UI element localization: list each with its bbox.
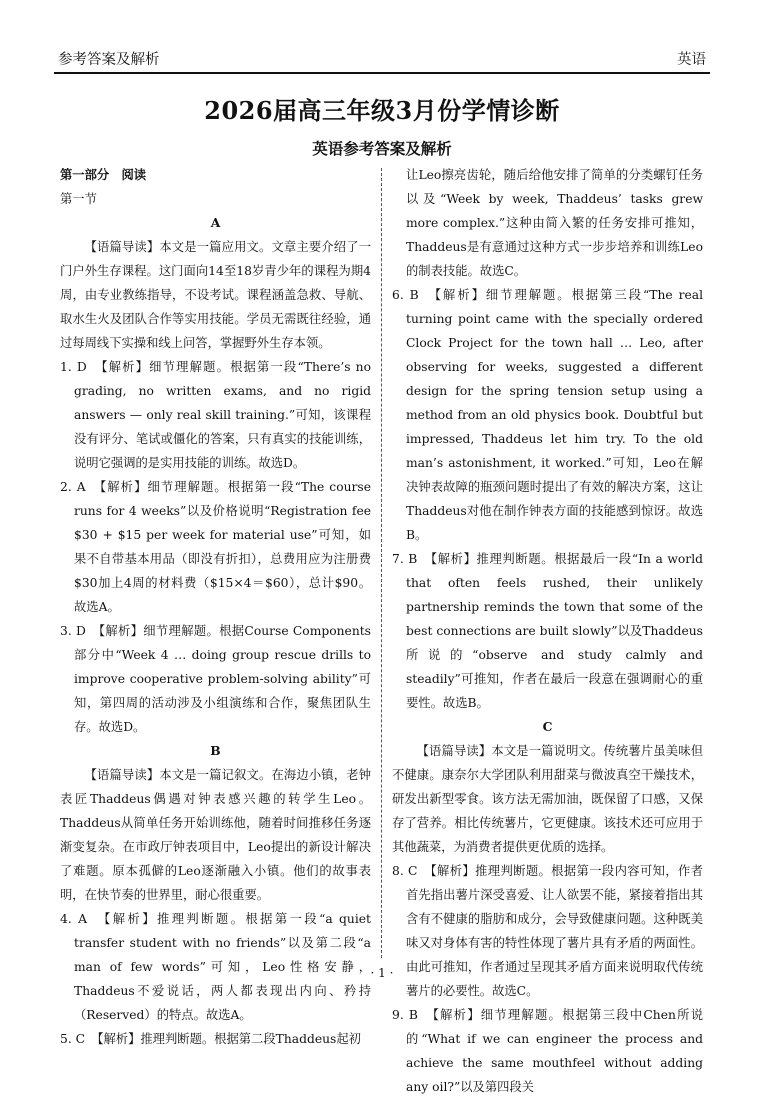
right-column: [392, 163, 703, 1099]
answer-item: 9. B 【解析】细节理解题。根据第三段中Chen所说的“What if we can engineer the process and achieve the same mouthfeel without adding any oil?”以及第四段关: [392, 1008, 703, 1094]
answer-item: 3. D 【解析】细节理解题。根据Course Components部分中“Week 4 … doing group rescue drills to improve cooperative problem-solving ability”可知，第四周的活动涉及小组演练和合作，聚焦团队生存。故选D。: [60, 624, 371, 734]
header-subject: 英语: [677, 52, 706, 68]
paragraph: 让Leo擦亮齿轮，随后给他安排了简单的分类螺钉任务以及“Week by week, Thaddeus’ tasks grew more complex.”这种由简入繁的任务安排可推知，Thaddeus是有意通过这种方式一步步培养和训练Leo的制表技能。故选C。: [406, 168, 703, 278]
answer-item: 1. D 【解析】细节理解题。根据第一段“There’s no grading, no written exams, and no rigid answers — only real skill training.”可知，该课程没有评分、笔试或僵化的答案，只有真实的技能训练，说明它强调的是实用技能的训练。故选D。: [60, 360, 371, 470]
page-header: [54, 44, 710, 74]
paragraph: 第一部分 阅读: [60, 167, 147, 182]
answer-item: 5. C 【解析】推理判断题。根据第二段Thaddeus起初: [60, 1032, 361, 1046]
answer-item: 7. B 【解析】推理判断题。根据最后一段“In a world that often feels rushed, their unlikely partnership reminds the town that some of the best connections are built slowly”以及Thaddeus所说的“observe and study calmly and steadily”可推知，作者在最后一段意在强调耐心的重要性。故选B。: [392, 552, 703, 710]
page-subtitle: 英语参考答案及解析: [312, 139, 452, 158]
section-heading: B: [210, 743, 221, 758]
answer-item: 8. C 【解析】推理判断题。根据第一段内容可知，作者首先指出薯片深受喜爱、让人欲罢不能，紧接着指出其含有不健康的脂肪和成分，会导致健康问题。这种既美味又对身体有害的特性体现了薯片具有矛盾的两面性。由此可推知，作者通过呈现其矛盾方面来说明取代传统薯片的必要性。故选C。: [392, 864, 703, 998]
section-heading: C: [542, 719, 553, 734]
answer-item: 6. B 【解析】细节理解题。根据第三段“The real turning point came with the specially ordered Clock Project for the town hall … Leo, after observing for weeks, suggested a different design for the spring tension setup using a method from an old physics book. Doubtful but impressed, Thaddeus let him try. To the old man’s astonishment, it worked.”可知，Leo在解决钟表故障的瓶颈问题时提出了有效的解决方案，这让Thaddeus对他在制作钟表方面的技能感到惊讶。故选B。: [392, 288, 703, 542]
header-left-text: 参考答案及解析: [58, 52, 160, 68]
section-heading: A: [210, 215, 221, 230]
paragraph: 【语篇导读】本文是一篇应用文。文章主要介绍了一门户外生存课程。这门面向14至18岁青少年的课程为期4周，由专业教练指导，不设考试。课程涵盖急救、导航、取水生火及团队合作等实用技能。学员无需既往经验，通过每周线下实操和线上问答，掌握野外生存本领。: [60, 240, 371, 350]
paragraph: 【语篇导读】本文是一篇说明文。传统薯片虽美味但不健康。康奈尔大学团队利用甜菜与微波真空干燥技术，研发出新型零食。该方法无需加油，既保留了口感，又保存了营养。相比传统薯片，它更健康。该技术还可应用于其他蔬菜，为消费者提供更优质的选择。: [392, 744, 703, 854]
left-column: [60, 163, 371, 1051]
page-title: 2026届高三年级3月份学情诊断: [204, 96, 560, 125]
answer-item: 4. A 【解析】推理判断题。根据第一段“a quiet transfer student with no friends”以及第二段“a man of few words”可知，Leo性格安静，Thaddeus不爱说话，两人都表现出内向、矜持（Reserved）的特点。故选A。: [60, 912, 371, 1022]
answer-item: 2. A 【解析】细节理解题。根据第一段“The course runs for 4 weeks”以及价格说明“Registration fee $30 + $15 per week for material use”可知，如果不自带基本用品（即没有折扣），总费用应为注册费$30加上4周的材料费（$15×4＝$60），总计$90。故选A。: [60, 480, 371, 614]
page-number: · 1 ·: [370, 966, 394, 980]
column-divider: [381, 168, 382, 958]
paragraph: 【语篇导读】本文是一篇记叙文。在海边小镇，老钟表匠Thaddeus偶遇对钟表感兴趣的转学生Leo。Thaddeus从简单任务开始训练他，随着时间推移任务逐渐变复杂。在市政厅钟表项目中，Leo提出的新设计解决了难题。原本孤僻的Leo逐渐融入小镇。他们的故事表明，在快节奏的世界里，耐心很重要。: [60, 768, 371, 902]
paragraph: 第一节: [60, 192, 97, 206]
